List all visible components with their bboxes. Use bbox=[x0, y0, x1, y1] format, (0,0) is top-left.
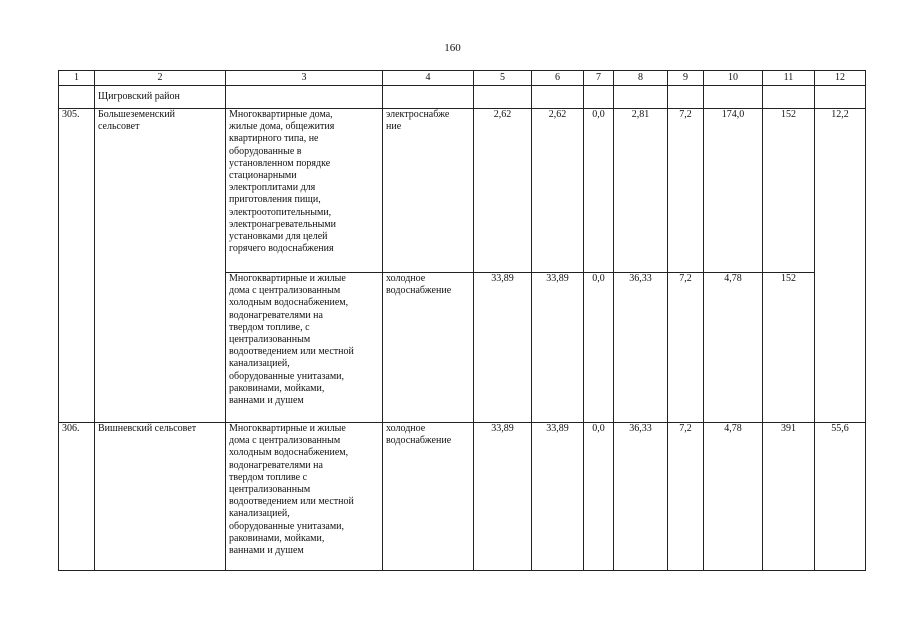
housing-description: Многоквартирные и жилые дома с централизованным холодным водоснабжением, водонагревателями на твердом топливе с централизованным водоотведением или местной канализацией, оборудованные унитазами, раковинами, мойками, ваннами и душем bbox=[226, 423, 383, 571]
value-cell: 4,78 bbox=[704, 273, 763, 423]
header-cell: 10 bbox=[704, 71, 763, 86]
housing-description: Многоквартирные дома, жилые дома, общежития квартирного типа, не оборудованные в установленном порядке стационарными электроплитами для приготовления пищи, электроотопительными, электронагревательными установками для целей горячего водоснабжения bbox=[226, 109, 383, 273]
value-cell: 0,0 bbox=[584, 423, 614, 571]
value-cell: 152 bbox=[763, 109, 815, 273]
housing-description: Многоквартирные и жилые дома с централизованным холодным водоснабжением, водонагревателями на твердом топливе, с централизованным водоотведением или местной канализацией, оборудованные унитазами, раковинами, мойками, ваннами и душем bbox=[226, 273, 383, 423]
header-cell: 9 bbox=[668, 71, 704, 86]
value-cell-col12: 55,6 bbox=[815, 423, 866, 571]
header-row bbox=[59, 71, 866, 86]
header-cell: 7 bbox=[584, 71, 614, 86]
value-cell: 2,81 bbox=[614, 109, 668, 273]
value-cell-col12: 12,2 bbox=[815, 109, 866, 423]
header-cell: 4 bbox=[383, 71, 474, 86]
value-cell: 0,0 bbox=[584, 273, 614, 423]
value-cell: 33,89 bbox=[474, 273, 532, 423]
value-cell: 7,2 bbox=[668, 273, 704, 423]
value-cell: 7,2 bbox=[668, 423, 704, 571]
header-cell: 11 bbox=[763, 71, 815, 86]
header-cell: 8 bbox=[614, 71, 668, 86]
data-table bbox=[58, 70, 866, 571]
district-name: Щигровский район bbox=[95, 86, 226, 109]
table-row bbox=[59, 109, 866, 273]
value-cell: 4,78 bbox=[704, 423, 763, 571]
header-cell: 2 bbox=[95, 71, 226, 86]
header-cell: 12 bbox=[815, 71, 866, 86]
header-cell: 6 bbox=[532, 71, 584, 86]
value-cell: 33,89 bbox=[532, 423, 584, 571]
header-cell: 1 bbox=[59, 71, 95, 86]
value-cell: 391 bbox=[763, 423, 815, 571]
row-index: 306. bbox=[59, 423, 95, 571]
utility-resource: холодное водоснабжение bbox=[383, 423, 474, 571]
value-cell: 2,62 bbox=[532, 109, 584, 273]
header-cell: 5 bbox=[474, 71, 532, 86]
header-cell: 3 bbox=[226, 71, 383, 86]
value-cell: 0,0 bbox=[584, 109, 614, 273]
settlement-name: Большеземенский сельсовет bbox=[95, 109, 226, 423]
settlement-name: Вишневский сельсовет bbox=[95, 423, 226, 571]
value-cell: 36,33 bbox=[614, 423, 668, 571]
value-cell: 36,33 bbox=[614, 273, 668, 423]
page-number: 160 bbox=[444, 42, 461, 54]
value-cell: 174,0 bbox=[704, 109, 763, 273]
utility-resource: холодное водоснабжение bbox=[383, 273, 474, 423]
table-row bbox=[59, 423, 866, 571]
value-cell: 7,2 bbox=[668, 109, 704, 273]
value-cell: 33,89 bbox=[474, 423, 532, 571]
value-cell: 33,89 bbox=[532, 273, 584, 423]
district-row bbox=[59, 86, 866, 109]
row-index: 305. bbox=[59, 109, 95, 423]
utility-resource: электроснабже ние bbox=[383, 109, 474, 273]
value-cell: 152 bbox=[763, 273, 815, 423]
value-cell: 2,62 bbox=[474, 109, 532, 273]
